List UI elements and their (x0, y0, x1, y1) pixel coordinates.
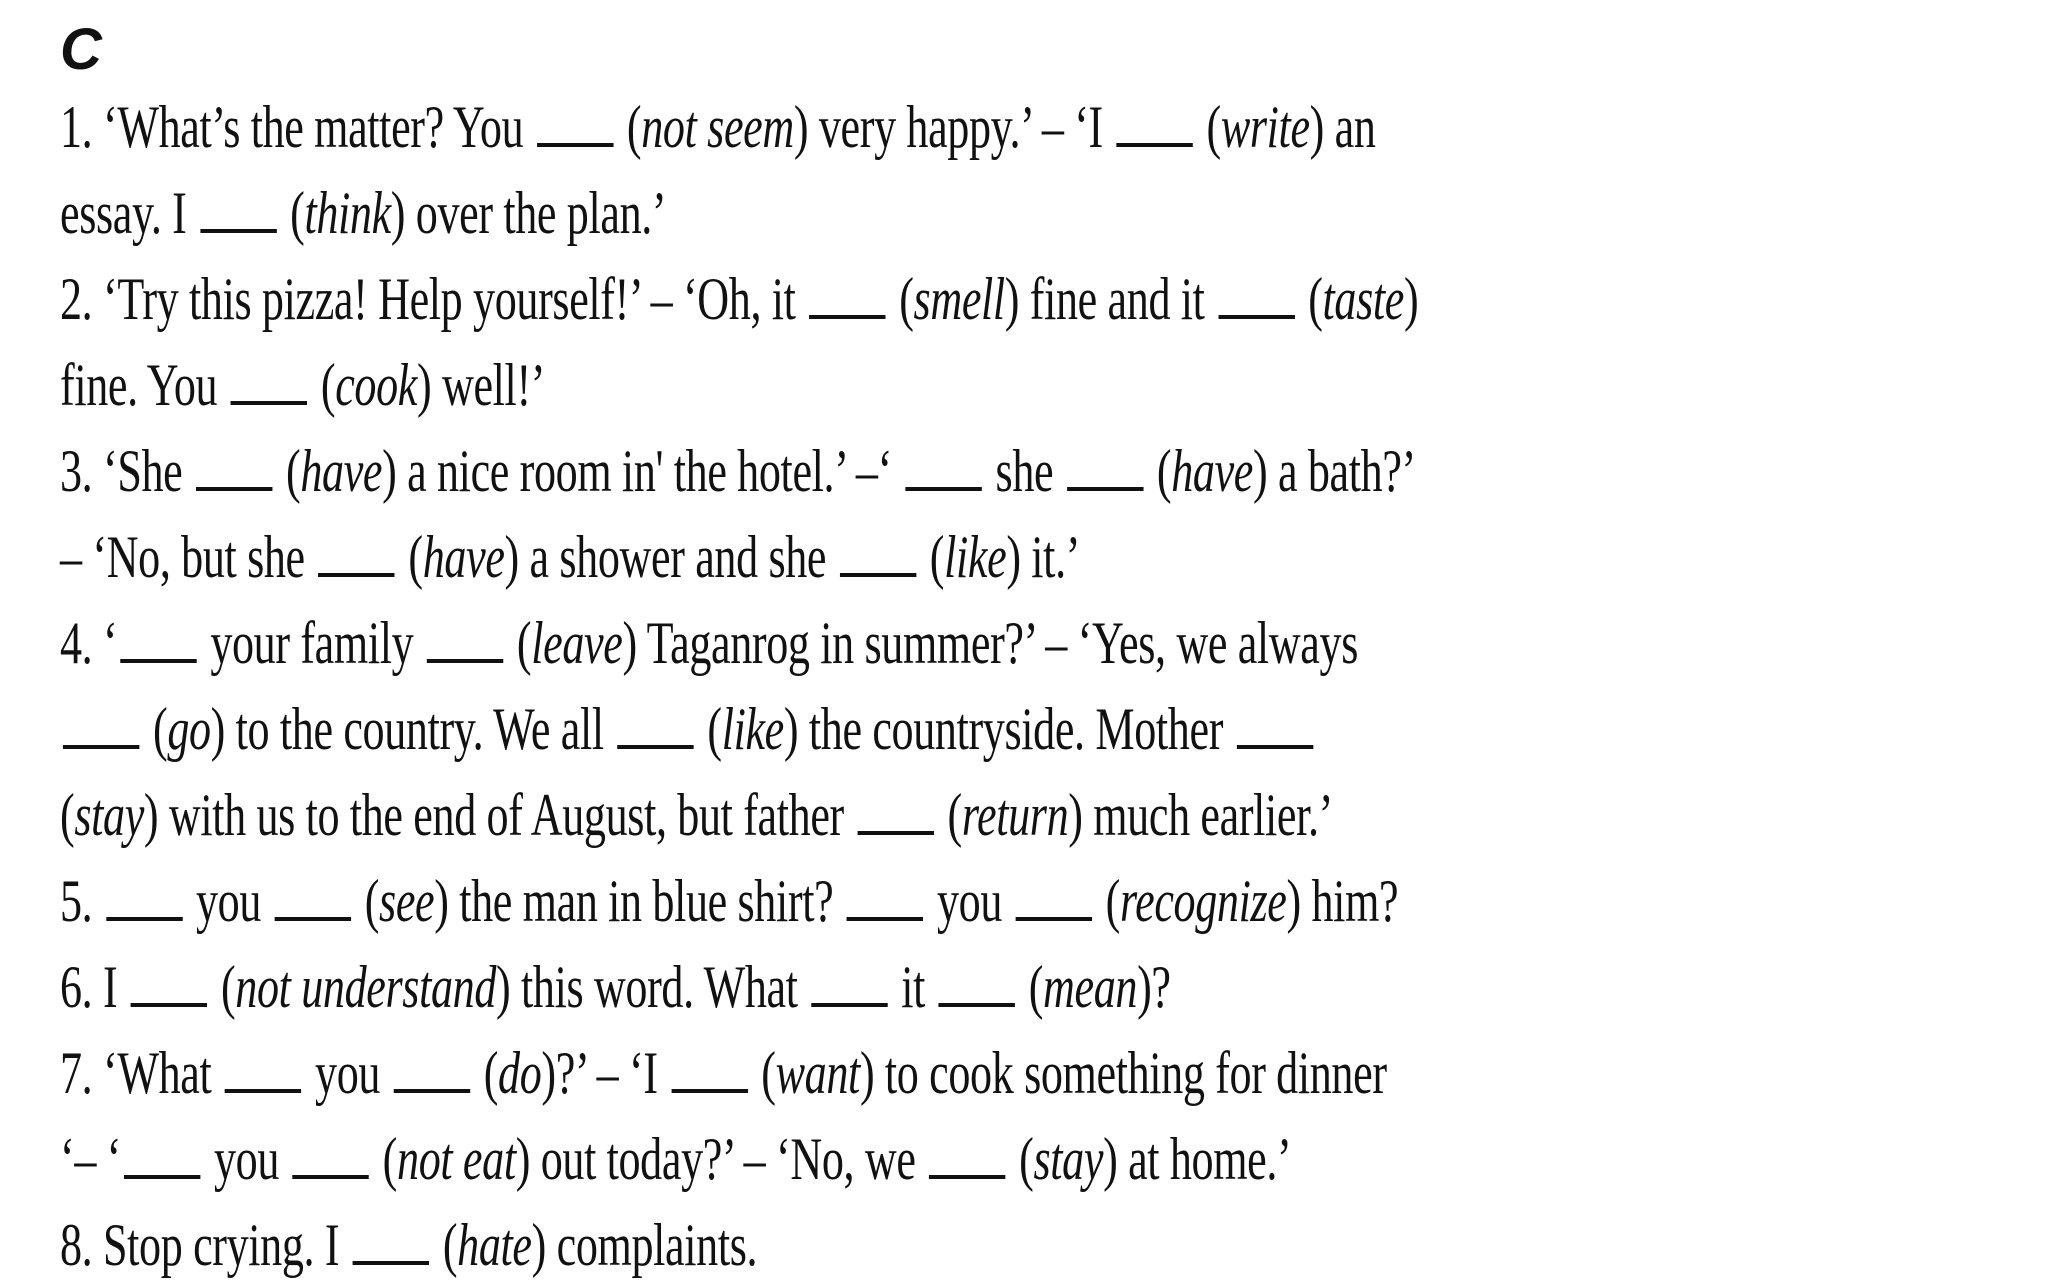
sentence-text: fine. You (60, 352, 228, 418)
sentence-text: – ‘No, but she (60, 524, 316, 590)
answer-blank[interactable] (809, 275, 885, 319)
sentence-text: ( (60, 782, 75, 848)
answer-blank[interactable] (353, 1221, 429, 1265)
sentence-text: 6. I (60, 954, 128, 1020)
sentence-text: ) out today?’ – ‘No, we (515, 1126, 927, 1192)
verb-hint: have (422, 524, 505, 590)
sentence-text: ) the countryside. Mother (783, 696, 1234, 762)
sentence-text: ) him? (1286, 868, 1399, 934)
verb-hint: leave (531, 610, 623, 676)
answer-blank[interactable] (537, 103, 613, 147)
verb-hint: recognize (1119, 868, 1287, 934)
exercise-line (60, 342, 1486, 428)
sentence-text: ( (1297, 266, 1323, 332)
verb-hint: cook (335, 352, 417, 418)
sentence-text: you (185, 868, 272, 934)
sentence-text: ) with us to the end of August, but father (143, 782, 855, 848)
answer-blank[interactable] (394, 1049, 470, 1093)
exercise-line (60, 686, 1486, 772)
sentence-text: ( (310, 352, 336, 418)
answer-blank[interactable] (1067, 447, 1143, 491)
sentence-text: ) this word. What (496, 954, 809, 1020)
sentence-text: ( (506, 610, 532, 676)
sentence-text: ) at home.’ (1103, 1126, 1292, 1192)
verb-hint: have (1171, 438, 1254, 504)
sentence-text: ( (1146, 438, 1172, 504)
sentence-text: ) to the country. We all (210, 696, 615, 762)
sentence-text: ( (1195, 94, 1221, 160)
answer-blank[interactable] (617, 705, 693, 749)
sentence-text: ( (1094, 868, 1120, 934)
exercise-line (60, 858, 1486, 944)
exercise-line (60, 84, 1486, 170)
exercise-line (60, 428, 1486, 514)
verb-hint: do (498, 1040, 542, 1106)
verb-hint: go (167, 696, 211, 762)
sentence-text: ) fine and it (1004, 266, 1216, 332)
sentence-text: ) a shower and she (504, 524, 837, 590)
sentence-text: you (304, 1040, 391, 1106)
exercise-line (60, 170, 1486, 256)
sentence-text: 7. ‘What (60, 1040, 223, 1106)
answer-blank[interactable] (671, 1049, 747, 1093)
answer-blank[interactable] (63, 705, 139, 749)
verb-hint: think (304, 180, 391, 246)
verb-hint: mean (1043, 954, 1138, 1020)
sentence-text: ( (432, 1212, 458, 1278)
verb-hint: smell (913, 266, 1005, 332)
sentence-text: ‘– ‘ (60, 1126, 121, 1192)
verb-hint: taste (1322, 266, 1405, 332)
sentence-text: ( (473, 1040, 499, 1106)
exercise-line (60, 1030, 1486, 1116)
sentence-text: your family (199, 610, 424, 676)
verb-hint: want (775, 1040, 860, 1106)
verb-hint: not eat (397, 1126, 516, 1192)
answer-blank[interactable] (939, 963, 1015, 1007)
verb-hint: not seem (641, 94, 794, 160)
answer-blank[interactable] (1218, 275, 1294, 319)
answer-blank[interactable] (106, 877, 182, 921)
answer-blank[interactable] (200, 189, 276, 233)
sentence-text: ) very happy.’ – ‘I (793, 94, 1114, 160)
verb-hint: stay (1033, 1126, 1104, 1192)
verb-hint: stay (74, 782, 144, 848)
answer-blank[interactable] (231, 361, 307, 405)
answer-blank[interactable] (124, 1135, 200, 1179)
sentence-text: ( (1008, 1126, 1034, 1192)
sentence-text: ( (142, 696, 168, 762)
sentence-text: ( (1018, 954, 1044, 1020)
sentence-text: ) to cook something for dinner (859, 1040, 1387, 1106)
sentence-text: 1. ‘What’s the matter? You (60, 94, 534, 160)
sentence-text: ( (279, 180, 305, 246)
answer-blank[interactable] (811, 963, 887, 1007)
verb-hint: write (1220, 94, 1310, 160)
answer-blank[interactable] (120, 619, 196, 663)
answer-blank[interactable] (225, 1049, 301, 1093)
sentence-text: )? (1137, 954, 1171, 1020)
answer-blank[interactable] (929, 1135, 1005, 1179)
verb-hint: return (961, 782, 1069, 848)
verb-hint: see (379, 868, 435, 934)
exercise-line (60, 1202, 1486, 1288)
sentence-text: ) much earlier.’ (1068, 782, 1334, 848)
answer-blank[interactable] (1237, 705, 1313, 749)
sentence-text: ( (616, 94, 642, 160)
exercise-line (60, 944, 1486, 1030)
sentence-text: ( (210, 954, 236, 1020)
sentence-text: ( (354, 868, 380, 934)
sentence-text: 4. ‘ (60, 610, 118, 676)
sentence-text: ) Taganrog in summer?’ – ‘Yes, we always (622, 610, 1358, 676)
answer-blank[interactable] (847, 877, 923, 921)
sentence-text: 2. ‘Try this pizza! Help yourself!’ – ‘Oh, it (60, 266, 807, 332)
sentence-text: ) the man in blue shirt? (434, 868, 844, 934)
sentence-text: essay. I (60, 180, 198, 246)
answer-blank[interactable] (1116, 103, 1192, 147)
sentence-text: ( (397, 524, 423, 590)
answer-blank[interactable] (293, 1135, 369, 1179)
sentence-text: ( (275, 438, 301, 504)
exercise-line (60, 1116, 1486, 1202)
sentence-text: it (890, 954, 936, 1020)
sentence-text: )?’ – ‘I (541, 1040, 669, 1106)
sentence-text: ) over the plan.’ (390, 180, 667, 246)
verb-hint: not understand (235, 954, 497, 1020)
sentence-text: ( (750, 1040, 776, 1106)
sentence-text: you (203, 1126, 290, 1192)
sentence-text: 3. ‘She (60, 438, 194, 504)
sentence-text: she (984, 438, 1064, 504)
exercise-line (60, 514, 1486, 600)
verb-hint: have (300, 438, 383, 504)
sentence-text: ) well!’ (416, 352, 546, 418)
sentence-text: ( (372, 1126, 398, 1192)
exercise-line (60, 772, 1486, 858)
sentence-text: ) it.’ (1006, 524, 1081, 590)
sentence-text: ( (888, 266, 914, 332)
sentence-text: ) complaints. (531, 1212, 758, 1278)
verb-hint: like (721, 696, 784, 762)
sentence-text: ) a bath?’ (1253, 438, 1416, 504)
exercise-body (60, 84, 2000, 1288)
exercise-page (60, 18, 2000, 1288)
sentence-text: ) (1404, 266, 1419, 332)
sentence-text: ( (919, 524, 945, 590)
answer-blank[interactable] (427, 619, 503, 663)
exercise-line (60, 256, 1486, 342)
answer-blank[interactable] (906, 447, 982, 491)
answer-blank[interactable] (840, 533, 916, 577)
section-heading: C (60, 17, 102, 82)
answer-blank[interactable] (318, 533, 394, 577)
sentence-text: 8. Stop crying. I (60, 1212, 350, 1278)
answer-blank[interactable] (275, 877, 351, 921)
answer-blank[interactable] (196, 447, 272, 491)
verb-hint: like (944, 524, 1007, 590)
sentence-text: ( (936, 782, 962, 848)
answer-blank[interactable] (131, 963, 207, 1007)
sentence-text: ) an (1309, 94, 1376, 160)
sentence-text: you (926, 868, 1013, 934)
answer-blank[interactable] (857, 791, 933, 835)
sentence-text: ) a nice room in' the hotel.’ –‘ (382, 438, 903, 504)
sentence-text: ( (696, 696, 722, 762)
exercise-line (60, 600, 1486, 686)
answer-blank[interactable] (1016, 877, 1092, 921)
verb-hint: hate (457, 1212, 532, 1278)
sentence-text: 5. (60, 868, 104, 934)
